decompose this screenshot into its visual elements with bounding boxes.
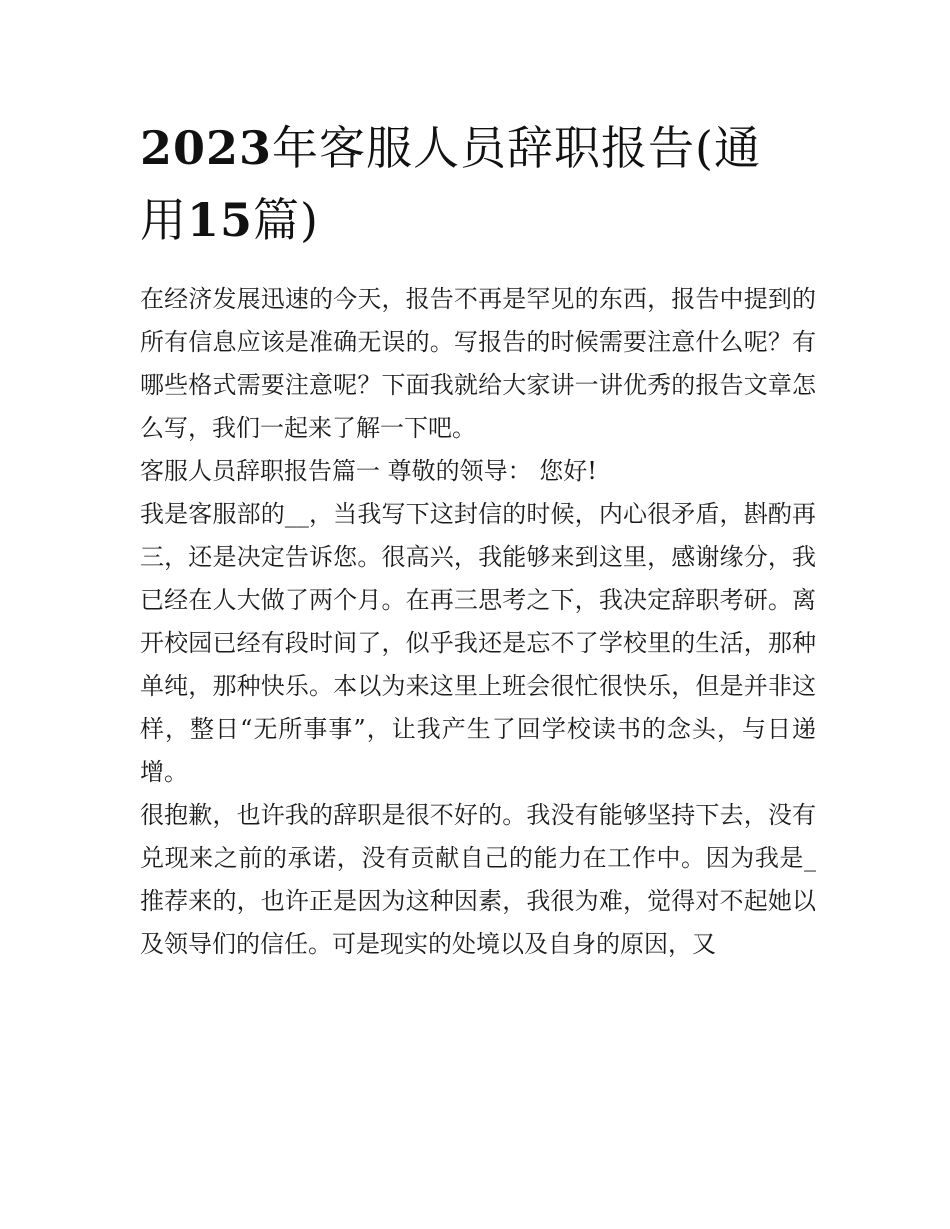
paragraph-intro: 在经济发展迅速的今天，报告不再是罕见的东西，报告中提到的所有信息应该是准确无误的。写报告的时候需要注意什么呢？有哪些格式需要注意呢？下面我就给大家讲一讲优秀的报告文章怎么写，我们一起来了解一下吧。 <box>140 285 816 442</box>
document-body <box>140 278 816 966</box>
paragraph-salutation: 客服人员辞职报告篇一 尊敬的领导： 您好! <box>140 457 597 485</box>
title-text-2: 篇) <box>253 193 319 247</box>
document-title <box>140 112 820 256</box>
title-text-2-prefix: 用 <box>140 193 187 247</box>
title-year: 2023 <box>140 121 273 175</box>
title-text-1: 年客服人员辞职报告(通 <box>272 121 761 175</box>
paragraph-body-2: 很抱歉，也许我的辞职是很不好的。我没有能够坚持下去，没有兑现来之前的承诺，没有贡献自己的能力在工作中。因为我是_推荐来的，也许正是因为这种因素，我很为难，觉得对不起她以及领导们的信任。可是现实的处境以及自身的原因，又 <box>140 801 816 958</box>
title-count: 15 <box>187 193 254 247</box>
paragraph-body-1: 我是客服部的__，当我写下这封信的时候，内心很矛盾，斟酌再三，还是决定告诉您。很高兴，我能够来到这里，感谢缘分，我已经在人大做了两个月。在再三思考之下，我决定辞职考研。离开校园已经有段时间了，似乎我还是忘不了学校里的生活，那种单纯，那种快乐。本以为来这里上班会很忙很快乐，但是并非这样，整日“无所事事”，让我产生了回学校读书的念头，与日递增。 <box>140 500 816 786</box>
